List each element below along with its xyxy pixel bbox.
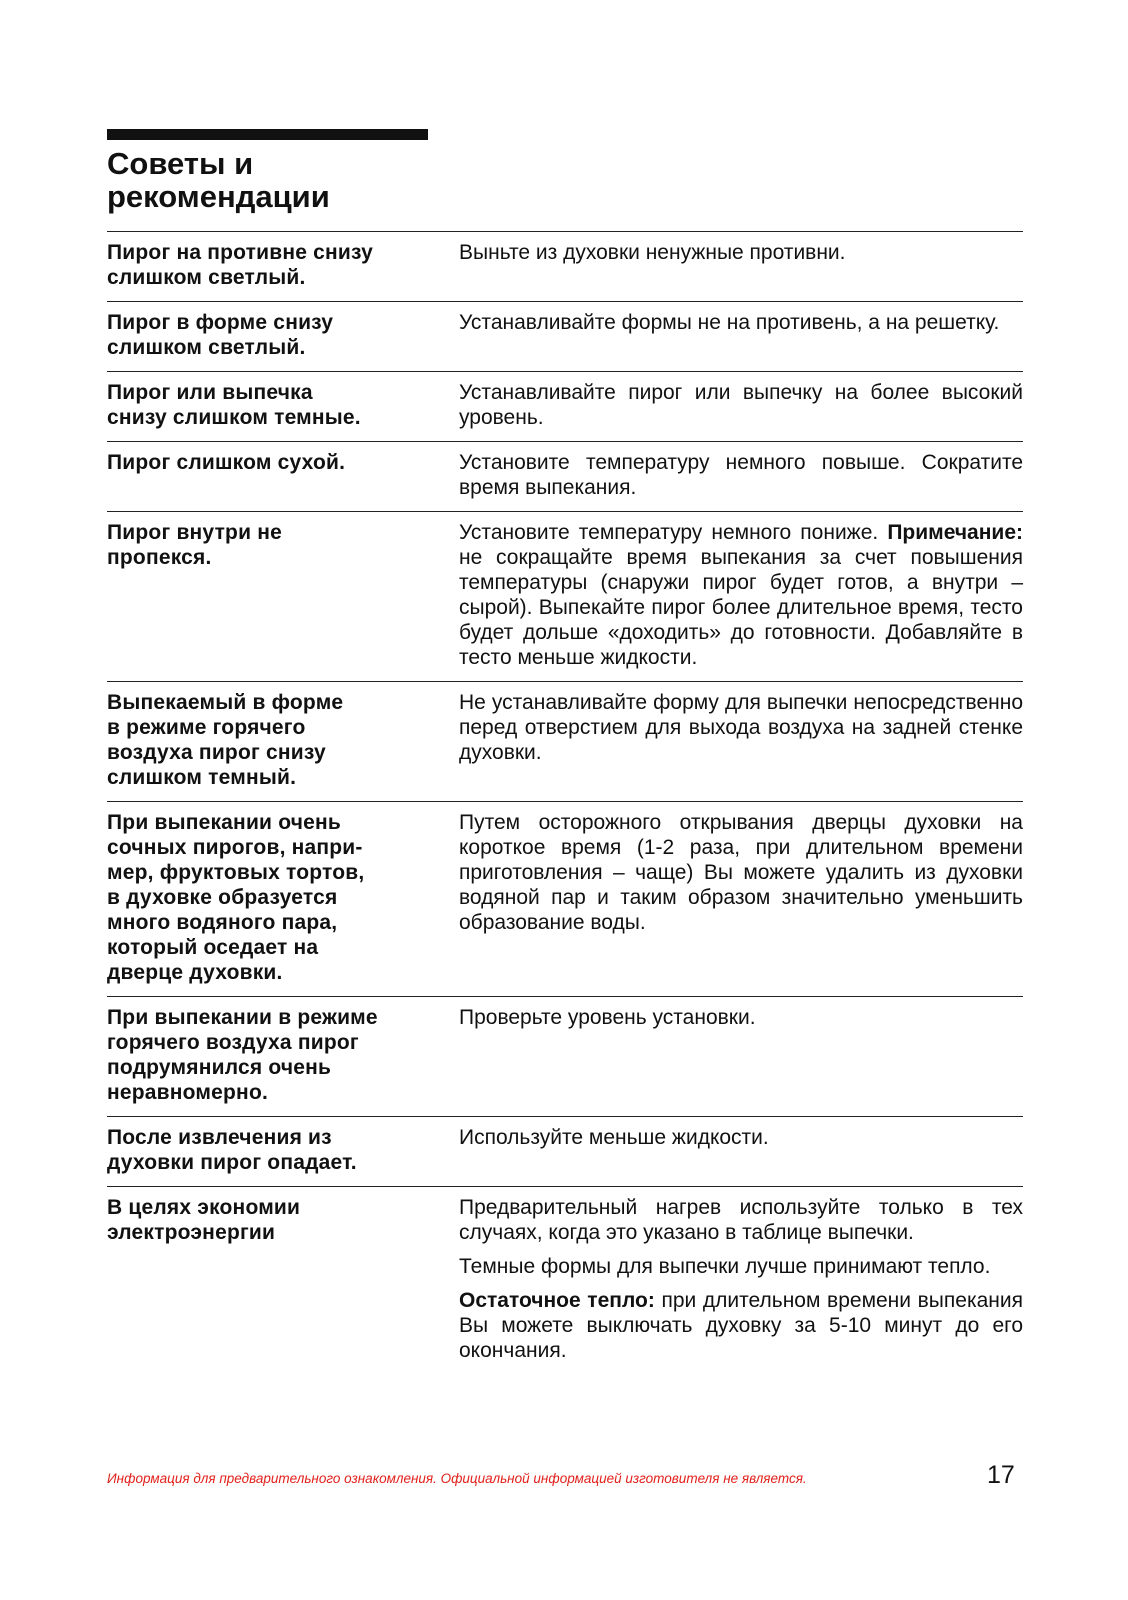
table-row [107, 372, 1023, 442]
solution-cell [459, 810, 1023, 985]
table-row [107, 512, 1023, 682]
table-row [107, 302, 1023, 372]
solution-cell [459, 1005, 1023, 1105]
solution-cell [459, 690, 1023, 790]
page-title [107, 147, 507, 213]
note-text: не сокращайте время выпекания за счет повышения температуры (снаружи пирог будет готов, а внутри – сырой). Выпекайте пирог более длительное время, тесто будет дольше «доходить» до готовности. Добавляйте в тесто меньше жидкости. [459, 546, 1023, 669]
note-label: Примечание: [887, 521, 1023, 544]
table-row [107, 802, 1023, 997]
table-row [107, 1117, 1023, 1187]
page-title-line: рекомендации [107, 179, 330, 214]
note-label: Остаточное тепло: [459, 1289, 655, 1312]
problem-cell: Выпекаемый в форме в режиме горячего воздуха пирог снизу слишком темный. [107, 691, 344, 789]
problem-cell: Пирог на противне снизу слишком светлый. [107, 241, 374, 289]
solution-text: Устанавливайте пирог или выпечку на более высокий уровень. [459, 381, 1023, 429]
solution-text: Проверьте уровень установки. [459, 1006, 756, 1029]
tips-table [107, 231, 1023, 1374]
solution-text: Не устанавливайте форму для выпечки непосредственно перед отверстием для выхода воздуха на задней стенке духовки. [459, 691, 1023, 764]
note-text: при длительном времени выпекания Вы можете выключать духовку за 5-10 минут до его окончания. [459, 1289, 1023, 1362]
solution-cell [459, 1195, 1023, 1363]
page-number: 17 [987, 1461, 1015, 1489]
solution-text: Путем осторожного открывания дверцы духовки на короткое время (1-2 раза, при длительном времени приготовления – чаще) Вы можете удалить из духовки водяной пар и таким образом значительно уменьшить образование воды. [459, 811, 1023, 934]
solution-text: Устанавливайте формы не на противень, а на решетку. [459, 311, 1000, 334]
problem-cell: В целях экономии электроэнергии [107, 1196, 301, 1244]
problem-cell: После извлечения из духовки пирог опадает. [107, 1126, 357, 1174]
table-row [107, 997, 1023, 1117]
solution-text: Используйте меньше жидкости. [459, 1126, 769, 1149]
solution-cell [459, 450, 1023, 500]
solution-cell [459, 310, 1023, 360]
table-row [107, 682, 1023, 802]
disclaimer-note: Информация для предварительного ознакомления. Официальной информацией изготовителя не является. [107, 1471, 807, 1486]
problem-cell: Пирог в форме снизу слишком светлый. [107, 311, 334, 359]
table-row [107, 1187, 1023, 1374]
solution-text: Установите температуру немного повыше. Сократите время выпекания. [459, 451, 1023, 499]
table-row [107, 442, 1023, 512]
solution-cell [459, 520, 1023, 670]
solution-cell [459, 380, 1023, 430]
solution-cell [459, 1125, 1023, 1175]
page-title-line: Советы и [107, 146, 254, 181]
problem-cell: Пирог или выпечка снизу слишком темные. [107, 381, 361, 429]
solution-text [459, 1288, 1023, 1363]
problem-cell: При выпекании в режиме горячего воздуха пирог подрумянился очень неравномерно. [107, 1006, 378, 1104]
solution-text: Выньте из духовки ненужные противни. [459, 241, 846, 264]
solution-text: Темные формы для выпечки лучше принимают тепло. [459, 1255, 991, 1278]
problem-cell: Пирог внутри не пропекся. [107, 521, 282, 569]
table-row [107, 232, 1023, 302]
problem-cell: Пирог слишком сухой. [107, 451, 346, 474]
solution-text [459, 520, 1023, 670]
section-rule [107, 129, 428, 140]
solution-cell [459, 240, 1023, 290]
solution-text: Предварительный нагрев используйте только в тех случаях, когда это указано в таблице выпечки. [459, 1196, 1023, 1244]
solution-intro: Установите температуру немного пониже. [459, 521, 879, 544]
problem-cell: При выпекании очень сочных пирогов, напри- мер, фруктовых тортов, в духовке образуется много водяного пара, который оседает на дверце духовки. [107, 811, 365, 984]
